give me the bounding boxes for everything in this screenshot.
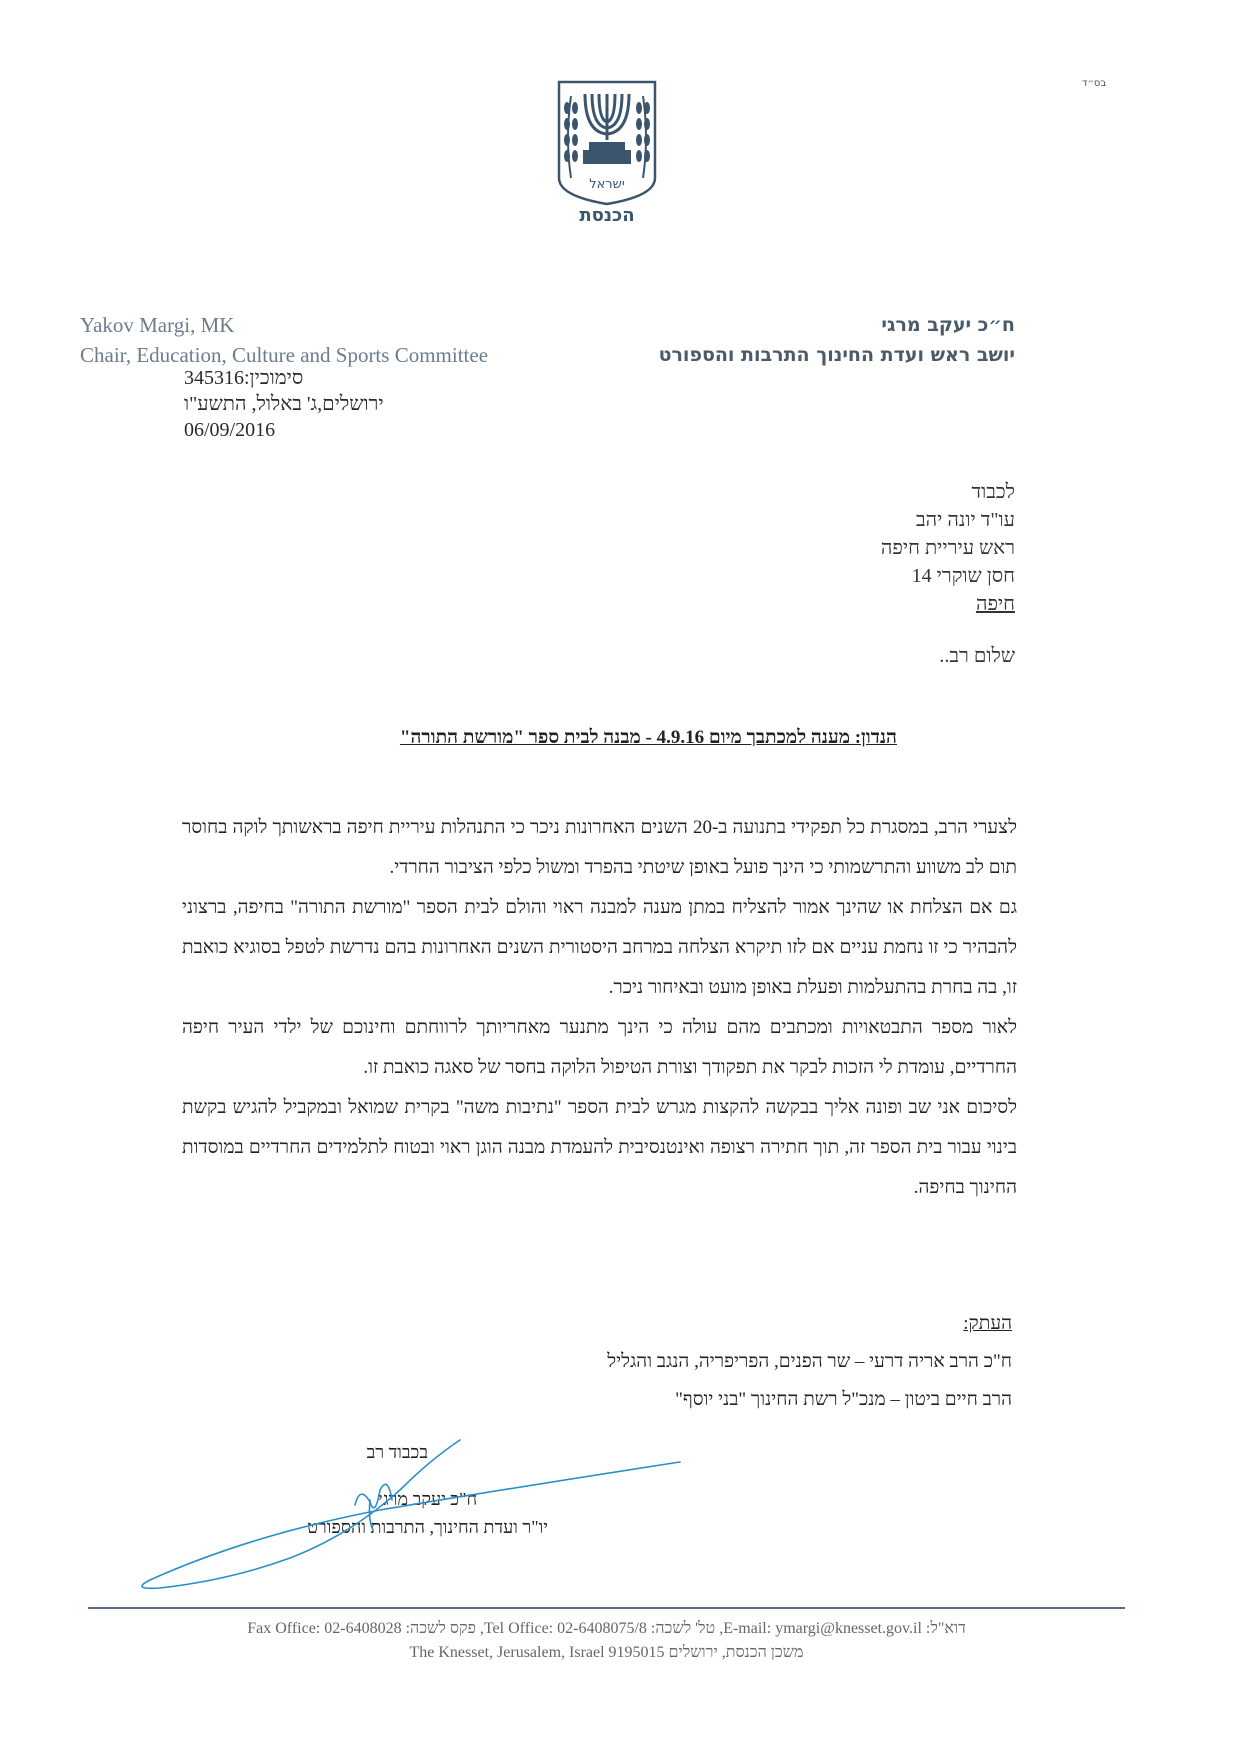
sender-english [80,310,488,370]
body-paragraph: גם אם הצלחת או שהינך אמור להצליח במתן מענה למבנה ראוי והולם לבית הספר "מורשת התורה" בחיפה, ברצוני להבהיר כי זו נחמת עניים אם לזו תיקרא הצלחה במרחב היסטורית השנים האחרונות בהם נדרשת לטפל בסוגיא כואבת זו, בה בחרת בהתעלמות ופעלת באופן מועט ובאיחור ניכר. [182,897,1017,998]
footer-rule [88,1607,1125,1609]
addressee-line: עו"ד יונה יהב [916,509,1015,531]
sender-he-title: יושב ראש ועדת החינוך התרבות והספורט [658,344,1015,366]
hebrew-date: ירושלים,ג' באלול, התשע"ו [184,393,384,415]
svg-text:ישראל: ישראל [589,177,625,192]
signer-name: ח"כ יעקב מרגי [377,1489,478,1509]
letter-body [182,808,1017,1208]
cc-recipient: ח"כ הרב אריה דרעי – שר הפנים, הפריפריה, הנגב והגליל [607,1351,1012,1372]
gregorian-date: 06/09/2016 [184,419,276,441]
addressee-line: חסן שוקרי 14 [911,565,1015,587]
addressee-line: ראש עיריית חיפה [880,537,1015,559]
footer-contact-line: דוא"ל: E-mail: ymargi@knesset.gov.il, טל' לשכה: Tel Office: 02-6408075/8, פקס לשכה: Fax Office: 02-6408028 [247,1620,966,1637]
subject-line: הנדון: מענה למכתבך מיום 4.9.16 - מבנה לבית ספר "מורשת התורה" [399,727,897,748]
closing: בכבוד רב [366,1442,428,1462]
footer-address-line: משכן הכנסת, ירושלים The Knesset, Jerusalem, Israel 9195015 [409,1644,804,1661]
signer-block [250,1485,605,1541]
reference-block [184,365,384,443]
emblem-caption: הכנסת [579,205,635,226]
bsd-mark: בס״ד [1082,78,1107,89]
cc-recipient: הרב חיים ביטון – מנכ"ל רשת החינוך "בני יוסף" [675,1389,1012,1410]
signer-title: יו"ר ועדת החינוך, התרבות והספורט [307,1517,548,1537]
cc-title: העתק: [963,1313,1012,1334]
sender-en-title: Chair, Education, Culture and Sports Committee [80,343,489,367]
footer-contact [88,1617,1125,1665]
sender-hebrew [659,310,1015,370]
greeting: שלום רב.. [939,645,1015,667]
body-paragraph: לסיכום אני שב ופונה אליך בבקשה להקצות מגרש לבית הספר "נתיבות משה" בקרית שמואל ובמקביל להגיש בקשת בינוי עבור בית הספר זה, תוך חתירה רצופה ואינטנסיבית להעמדת מבנה הוגן ראוי ובטוח לתלמידים החרדיים במוסדות החינוך בחיפה. [182,1097,1017,1198]
cc-block [607,1305,1012,1419]
reference-number: סימוכין:345316 [184,367,304,389]
addressee-block [881,478,1015,618]
addressee-city: חיפה [975,593,1015,615]
sender-en-name: Yakov Margi, MK [80,313,235,337]
sender-he-name: ח״כ יעקב מרגי [881,314,1015,336]
body-paragraph: לאור מספר התבטאויות ומכתבים מהם עולה כי הינך מתנער מאחריותך לרווחתם וחינוכם של ילדי העיר חיפה החרדיים, עומדת לי הזכות לבקר את תפקודך וצורת הטיפול הלוקה בחסר של סאגה כואבת זו. [182,1017,1017,1078]
body-paragraph: לצערי הרב, במסגרת כל תפקידי בתנועה ב-20 השנים האחרונות ניכר כי התנהלות עיריית חיפה בראשותך לוקה בחוסר תום לב משווע והתרשמותי כי הינך פועל באופן שיטתי בהפרד ומשול כלפי הציבור החרדי. [182,817,1018,878]
addressee-line: לכבוד [971,481,1015,503]
